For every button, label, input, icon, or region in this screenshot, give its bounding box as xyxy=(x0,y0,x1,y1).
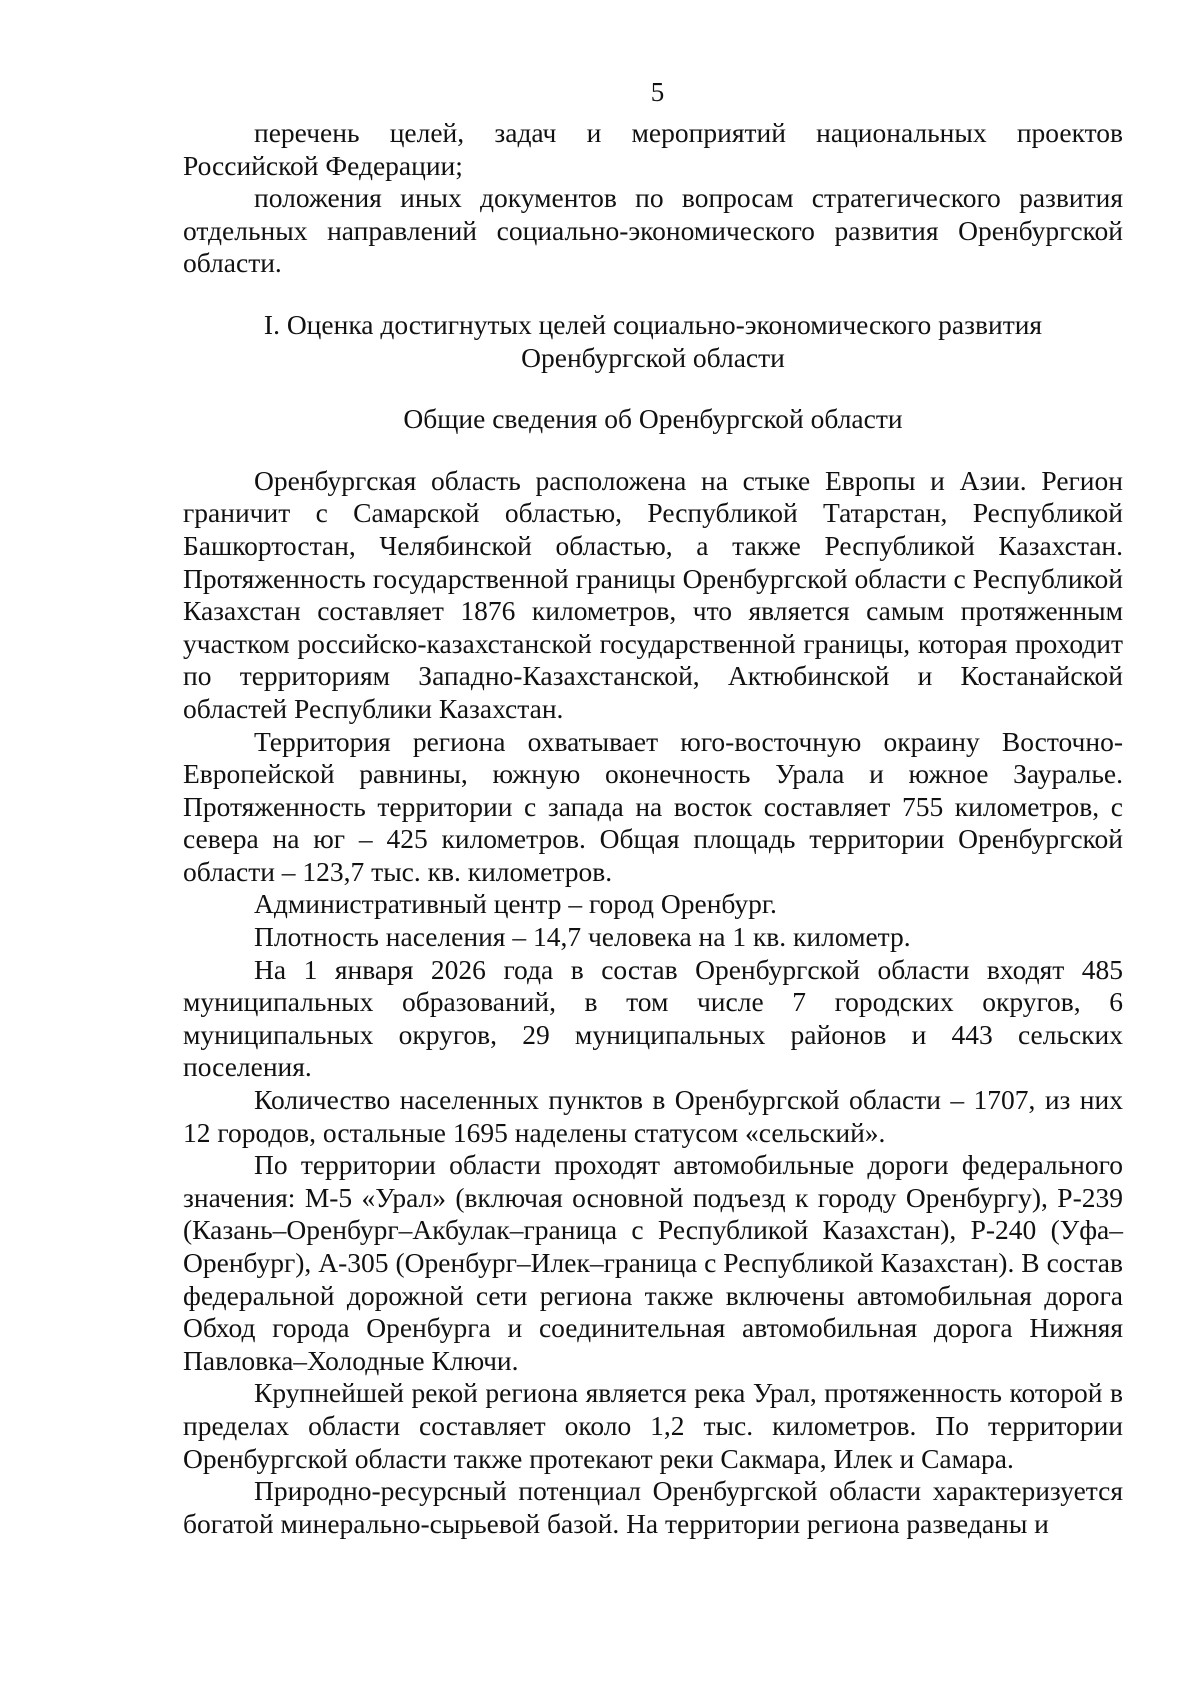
body-paragraph: На 1 января 2026 года в состав Оренбургской области входят 485 муниципальных образований, в том числе 7 городских округов, 6 муниципальных округов, 29 муниципальных районов и 443 сельских поселения. xyxy=(183,953,1123,1083)
page-number: 5 xyxy=(650,77,665,107)
intro-paragraph: положения иных документов по вопросам стратегического развития отдельных направлений социально-экономического развития Оренбургской области. xyxy=(183,182,1123,279)
section-heading xyxy=(183,309,1123,374)
body-paragraph: Крупнейшей рекой региона является река Урал, протяженность которой в пределах области составляет около 1,2 тыс. километров. По территории Оренбургской области также протекают реки Сакмара, Илек и Самара. xyxy=(183,1377,1123,1474)
section-heading-line: I. Оценка достигнутых целей социально-экономического развития xyxy=(263,308,1043,340)
body-paragraph: Количество населенных пунктов в Оренбургской области – 1707, из них 12 городов, остальные 1695 наделены статусом «сельский». xyxy=(183,1084,1123,1148)
intro-paragraph: перечень целей, задач и мероприятий национальных проектов Российской Федерации; xyxy=(183,117,1123,181)
body-paragraph: Плотность населения – 14,7 человека на 1 кв. километр. xyxy=(254,921,911,953)
document-body xyxy=(183,117,1123,1540)
body-paragraph: Территория региона охватывает юго-восточную окраину Восточно-Европейской равнины, южную оконечность Урала и южное Зауралье. Протяженность территории с запада на восток составляет 755 километров, с севера на юг – 425 километров. Общая площадь территории Оренбургской области – 123,7 тыс. кв. километров. xyxy=(183,725,1123,887)
body-paragraph: По территории области проходят автомобильные дороги федерального значения: М-5 «Урал» (включая основной подъезд к городу Оренбургу), Р-239 (Казань–Оренбург–Акбулак–граница с Республикой Казахстан), Р-240 (Уфа–Оренбург), А-305 (Оренбург–Илек–граница с Республикой Казахстан). В состав федеральной дорожной сети региона также включены автомобильная дорога Обход города Оренбурга и соединительная автомобильная дорога Нижняя Павловка–Холодные Ключи. xyxy=(183,1149,1123,1376)
section-heading-line: Оренбургской области xyxy=(521,341,785,373)
body-paragraph: Природно-ресурсный потенциал Оренбургской области характеризуется богатой минерально-сырьевой базой. На территории региона разведаны и xyxy=(183,1475,1123,1539)
body-paragraph: Административный центр – город Оренбург. xyxy=(254,888,777,920)
body-paragraph: Оренбургская область расположена на стыке Европы и Азии. Регион граничит с Самарской областью, Республикой Татарстан, Республикой Башкортостан, Челябинской областью, а также Республикой Казахстан. Протяженность государственной границы Оренбургской области с Республикой Казахстан составляет 1876 километров, что является самым протяженным участком российско-казахстанской государственной границы, которая проходит по территориям Западно-Казахстанской, Актюбинской и Костанайской областей Республики Казахстан. xyxy=(183,464,1123,724)
subsection-heading: Общие сведения об Оренбургской области xyxy=(403,403,903,435)
